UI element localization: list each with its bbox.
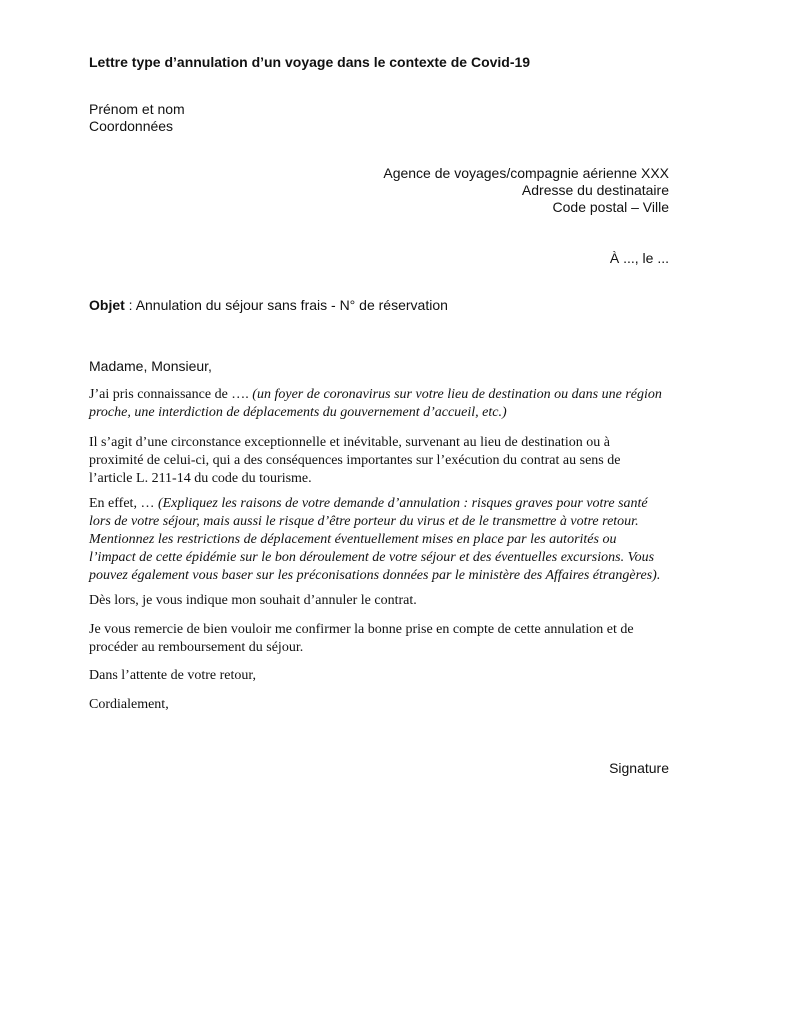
subject-separator: :	[124, 297, 136, 313]
paragraph-context-italic-2: proche, une interdiction de déplacements du gouvernement d’accueil, etc.)	[89, 405, 507, 420]
title-text: Lettre type d’annulation d’un voyage dans le contexte de Covid-19	[89, 54, 531, 70]
recipient-line-1: Agence de voyages/compagnie aérienne XXX	[383, 165, 669, 181]
paragraph-circumstance-line-3: l’article L. 211-14 du code du tourisme.	[89, 471, 312, 486]
paragraph-waiting-text: Dans l’attente de votre retour,	[89, 668, 256, 683]
place-date	[269, 250, 669, 267]
paragraph-context-italic-1: (un foyer de coronavirus sur votre lieu de destination ou dans une région	[252, 387, 662, 402]
paragraph-reasons-lead: En effet, …	[89, 496, 158, 511]
paragraph-waiting	[89, 667, 679, 685]
sender-name: Prénom et nom	[89, 101, 185, 117]
paragraph-reasons-italic-1: (Expliquez les raisons de votre demande d’annulation : risques graves pour votre santé	[157, 496, 648, 511]
subject-label: Objet	[89, 297, 125, 313]
paragraph-refund-line-2: procéder au remboursement du séjour.	[89, 640, 304, 655]
paragraph-circumstance	[89, 434, 679, 488]
subject-line	[89, 297, 679, 314]
recipient-line-3: Code postal – Ville	[552, 199, 669, 215]
paragraph-circumstance-line-1: Il s’agit d’une circonstance exceptionnelle et inévitable, survenant au lieu de destination ou à	[89, 435, 610, 450]
paragraph-refund	[89, 621, 679, 657]
paragraph-cancel	[89, 592, 679, 610]
salutation-text: Madame, Monsieur,	[89, 358, 212, 374]
sender-contact: Coordonnées	[89, 118, 174, 134]
letter-title	[89, 54, 679, 71]
signature-text: Signature	[609, 760, 669, 776]
paragraph-circumstance-line-2: proximité de celui-ci, qui a des conséquences importantes sur l’exécution du contrat au sens de	[89, 453, 621, 468]
paragraph-reasons-italic-3: Mentionnez les restrictions de déplacement éventuellement mises en place par les autorités ou	[89, 532, 617, 547]
sender-block	[89, 101, 679, 135]
paragraph-reasons-italic-4: l’impact de cette épidémie sur le bon déroulement de votre séjour et des éventuelles excursions. Vous	[89, 550, 655, 565]
closing-text: Cordialement,	[89, 697, 169, 712]
paragraph-context	[89, 386, 679, 422]
subject-text: Annulation du séjour sans frais - N° de réservation	[135, 297, 448, 313]
signature-block	[269, 760, 669, 777]
paragraph-reasons-italic-5: pouvez également vous baser sur les préconisations données par le ministère des Affaires étrangères).	[89, 568, 661, 583]
paragraph-refund-line-1: Je vous remercie de bien vouloir me confirmer la bonne prise en compte de cette annulation et de	[89, 622, 634, 637]
recipient-block	[269, 165, 669, 216]
recipient-line-2: Adresse du destinataire	[521, 182, 669, 198]
paragraph-reasons	[89, 495, 679, 585]
closing	[89, 696, 679, 714]
salutation	[89, 358, 679, 375]
place-date-text: À ..., le ...	[609, 250, 669, 266]
paragraph-reasons-italic-2: lors de votre séjour, mais aussi le risque d’être porteur du virus et de le transmettre à votre retour.	[89, 514, 639, 529]
paragraph-context-lead: J’ai pris connaissance de ….	[89, 387, 253, 402]
paragraph-cancel-text: Dès lors, je vous indique mon souhait d’annuler le contrat.	[89, 593, 417, 608]
